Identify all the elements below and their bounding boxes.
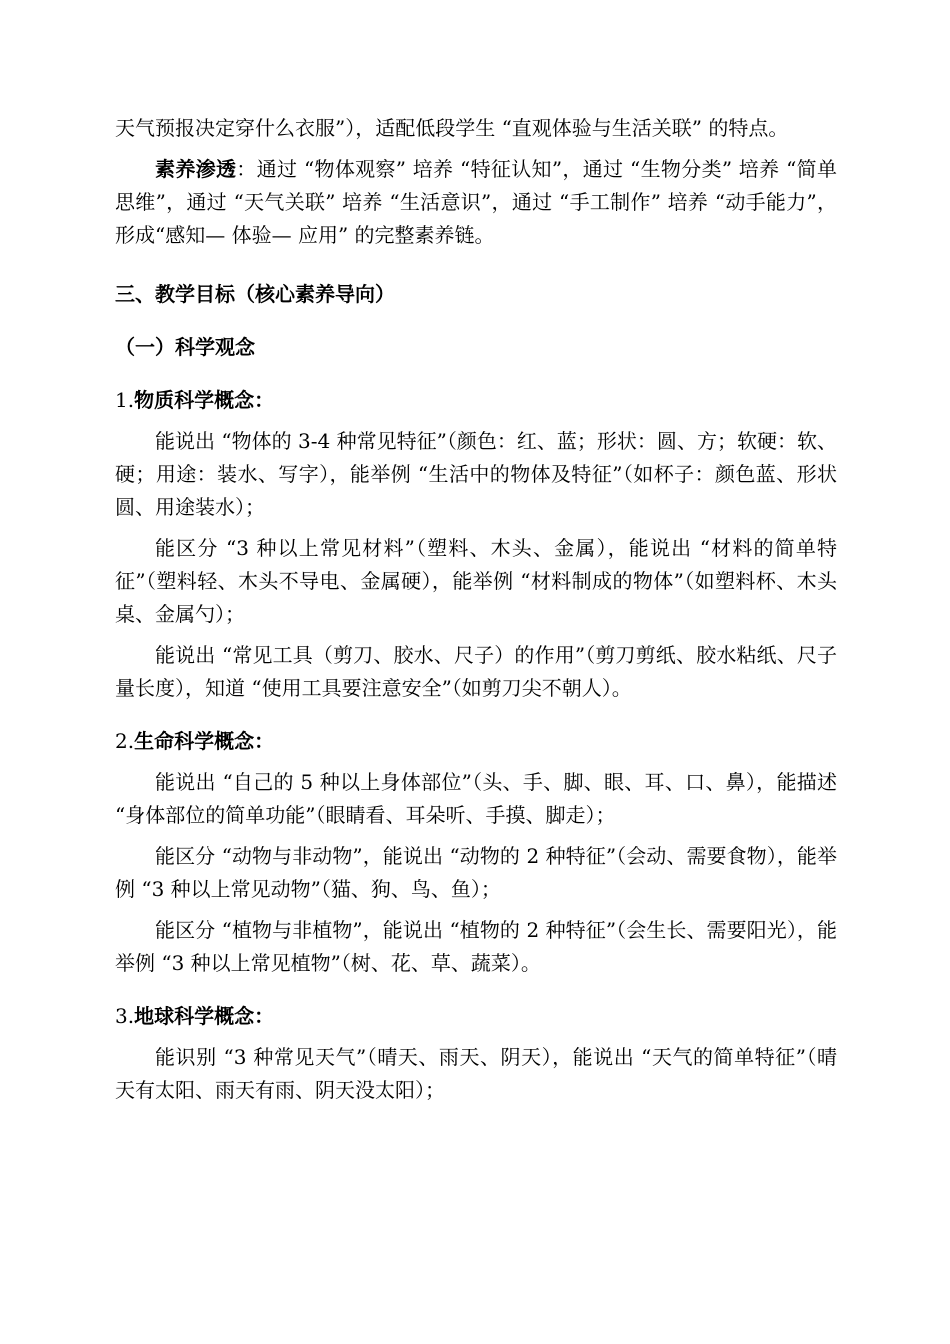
body-paragraph: 能说出 “自己的 5 种以上身体部位”（头、手、脚、眼、耳、口、鼻），能描述 “身体部位的简单功能”（眼睛看、耳朵听、手摸、脚走）； — [115, 770, 837, 827]
literacy-paragraph — [115, 153, 837, 252]
document-page — [115, 112, 837, 1107]
body-paragraph: 能识别 “3 种常见天气”（晴天、雨天、阴天），能说出 “天气的简单特征”（晴天有太阳、雨天有雨、阴天没太阳）； — [115, 1045, 837, 1102]
body-paragraph: 能说出 “物体的 3-4 种常见特征”（颜色：红、蓝；形状：圆、方；软硬：软、硬；用途：装水、写字），能举例 “生活中的物体及特征”（如杯子：颜色蓝、形状圆、用途装水）； — [115, 429, 837, 519]
group-heading-earth — [115, 1000, 837, 1033]
group-title: 物质科学概念： — [134, 388, 275, 412]
subsection-title: （一）科学观念 — [115, 335, 255, 359]
group-title: 地球科学概念： — [134, 1004, 275, 1028]
section-title: 三、教学目标（核心素养导向） — [115, 282, 395, 306]
body-paragraph: 能区分 “植物与非植物”，能说出 “植物的 2 种特征”（会生长、需要阳光），能举例 “3 种以上常见植物”（树、花、草、蔬菜）。 — [115, 918, 837, 975]
group-number: 1. — [115, 388, 135, 412]
body-paragraph: 能区分 “3 种以上常见材料”（塑料、木头、金属），能说出 “材料的简单特征”（塑料轻、木头不导电、金属硬），能举例 “材料制成的物体”（如塑料杯、木头桌、金属勺）； — [115, 536, 837, 626]
body-paragraph: 能区分 “动物与非动物”，能说出 “动物的 2 种特征”（会动、需要食物），能举例 “3 种以上常见动物”（猫、狗、鸟、鱼）； — [115, 844, 837, 901]
group-number: 2. — [115, 729, 135, 753]
group-number: 3. — [115, 1004, 135, 1028]
literacy-label: 素养渗透 — [155, 157, 237, 181]
group-title: 生命科学概念： — [134, 729, 275, 753]
intro-continuation: 天气预报决定穿什么衣服”），适配低段学生 “直观体验与生活关联” 的特点。 — [115, 116, 789, 140]
group-heading-life — [115, 725, 837, 758]
group-heading-material — [115, 384, 837, 417]
literacy-text: ：通过 “物体观察” 培养 “特征认知”，通过 “生物分类” 培养 “简单思维”，通过 “天气关联” 培养 “生活意识”，通过 “手工制作” 培养 “动手能力”，形成“感知— 体验— 应用” 的完整素养链。 — [115, 157, 838, 247]
body-paragraph: 能说出 “常见工具（剪刀、胶水、尺子）的作用”（剪刀剪纸、胶水粘纸、尺子量长度），知道 “使用工具要注意安全”（如剪刀尖不朝人）。 — [115, 643, 837, 700]
